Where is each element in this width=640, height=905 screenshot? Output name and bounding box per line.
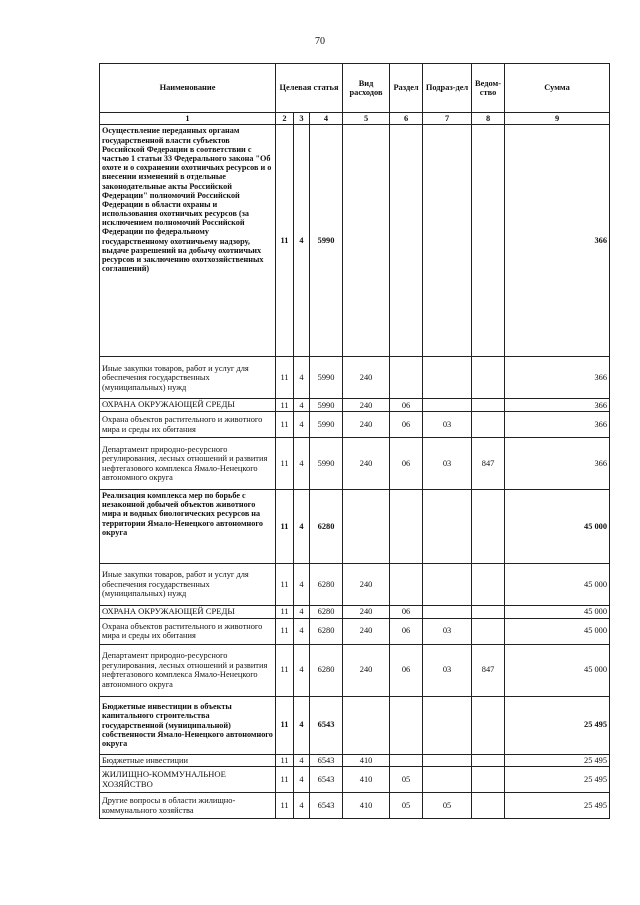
cell-section — [390, 696, 423, 754]
row-name: Охрана объектов растительного и животного мира и среды их обитания — [100, 412, 276, 438]
cell-code-4: 6280 — [310, 606, 343, 619]
column-number: 2 — [276, 113, 294, 125]
table-row — [100, 438, 610, 490]
cell-section: 06 — [390, 618, 423, 644]
cell-department — [472, 357, 505, 399]
cell-department: 847 — [472, 644, 505, 696]
cell-department — [472, 606, 505, 619]
cell-subsection — [423, 490, 472, 564]
table-row — [100, 644, 610, 696]
budget-table — [99, 63, 610, 819]
cell-code-3: 4 — [294, 618, 310, 644]
table-row — [100, 767, 610, 793]
cell-code-4: 5990 — [310, 399, 343, 412]
cell-code-4: 5990 — [310, 357, 343, 399]
cell-expense-type: 240 — [343, 606, 390, 619]
cell-expense-type: 240 — [343, 412, 390, 438]
cell-code-2: 11 — [276, 357, 294, 399]
cell-subsection — [423, 754, 472, 766]
row-name: Департамент природно-ресурсного регулирования, лесных отношений и развития нефтегазового комплекса Ямало-Ненецкого автономного округа — [100, 438, 276, 490]
cell-expense-type — [343, 490, 390, 564]
cell-department — [472, 754, 505, 766]
row-name: ОХРАНА ОКРУЖАЮЩЕЙ СРЕДЫ — [100, 399, 276, 412]
cell-expense-type: 240 — [343, 399, 390, 412]
column-number: 4 — [310, 113, 343, 125]
cell-department — [472, 564, 505, 606]
cell-code-4: 5990 — [310, 438, 343, 490]
cell-code-3: 4 — [294, 606, 310, 619]
cell-sum: 45 000 — [505, 606, 610, 619]
cell-sum: 366 — [505, 438, 610, 490]
cell-code-2: 11 — [276, 412, 294, 438]
cell-expense-type: 240 — [343, 564, 390, 606]
cell-expense-type: 410 — [343, 767, 390, 793]
cell-code-4: 6543 — [310, 754, 343, 766]
table-row — [100, 754, 610, 766]
cell-section: 05 — [390, 767, 423, 793]
cell-subsection — [423, 357, 472, 399]
row-name: Департамент природно-ресурсного регулирования, лесных отношений и развития нефтегазового комплекса Ямало-Ненецкого автономного округа — [100, 644, 276, 696]
cell-code-3: 4 — [294, 357, 310, 399]
row-name: Охрана объектов растительного и животного мира и среды их обитания — [100, 618, 276, 644]
cell-expense-type: 240 — [343, 644, 390, 696]
cell-section: 06 — [390, 399, 423, 412]
cell-code-2: 11 — [276, 399, 294, 412]
cell-code-4: 6543 — [310, 696, 343, 754]
cell-section — [390, 490, 423, 564]
cell-code-3: 4 — [294, 696, 310, 754]
cell-code-2: 11 — [276, 767, 294, 793]
cell-sum: 45 000 — [505, 618, 610, 644]
header-sum: Сумма — [505, 64, 610, 113]
row-name: Иные закупки товаров, работ и услуг для обеспечения государственных (муниципальных) нужд — [100, 564, 276, 606]
cell-expense-type — [343, 125, 390, 357]
cell-sum: 366 — [505, 125, 610, 357]
cell-expense-type: 240 — [343, 618, 390, 644]
cell-sum: 366 — [505, 357, 610, 399]
header-name: Наименование — [100, 64, 276, 113]
column-number: 6 — [390, 113, 423, 125]
table-row — [100, 606, 610, 619]
cell-subsection: 03 — [423, 438, 472, 490]
column-number: 3 — [294, 113, 310, 125]
cell-code-4: 6280 — [310, 618, 343, 644]
cell-section: 06 — [390, 606, 423, 619]
cell-sum: 366 — [505, 399, 610, 412]
cell-expense-type: 240 — [343, 357, 390, 399]
cell-section: 06 — [390, 644, 423, 696]
header-expense-type: Вид расходов — [343, 64, 390, 113]
row-name: Бюджетные инвестиции — [100, 754, 276, 766]
cell-subsection — [423, 564, 472, 606]
cell-subsection — [423, 696, 472, 754]
cell-sum: 25 495 — [505, 754, 610, 766]
cell-code-3: 4 — [294, 754, 310, 766]
cell-department — [472, 696, 505, 754]
cell-code-4: 6543 — [310, 767, 343, 793]
column-number: 8 — [472, 113, 505, 125]
table-row — [100, 564, 610, 606]
cell-subsection: 03 — [423, 618, 472, 644]
header-subsection: Подраз-дел — [423, 64, 472, 113]
table-row — [100, 412, 610, 438]
cell-department: 847 — [472, 438, 505, 490]
row-name: ОХРАНА ОКРУЖАЮЩЕЙ СРЕДЫ — [100, 606, 276, 619]
table-row — [100, 618, 610, 644]
cell-code-2: 11 — [276, 754, 294, 766]
cell-section: 06 — [390, 438, 423, 490]
cell-code-3: 4 — [294, 793, 310, 819]
cell-code-4: 5990 — [310, 412, 343, 438]
row-name: Реализация комплекса мер по борьбе с незаконной добычей объектов животного мира и водных биологических ресурсов на территории Ямало-Ненецкого автономного округа — [100, 490, 276, 564]
cell-code-3: 4 — [294, 412, 310, 438]
header-department: Ведом-ство — [472, 64, 505, 113]
header-row — [100, 64, 610, 113]
cell-code-2: 11 — [276, 696, 294, 754]
cell-subsection — [423, 125, 472, 357]
table-row — [100, 793, 610, 819]
cell-section: 06 — [390, 412, 423, 438]
cell-subsection — [423, 606, 472, 619]
table-row — [100, 490, 610, 564]
cell-code-3: 4 — [294, 644, 310, 696]
column-number-row — [100, 113, 610, 125]
cell-section: 05 — [390, 793, 423, 819]
row-name: Иные закупки товаров, работ и услуг для обеспечения государственных (муниципальных) нужд — [100, 357, 276, 399]
cell-section — [390, 125, 423, 357]
cell-department — [472, 399, 505, 412]
cell-sum: 45 000 — [505, 490, 610, 564]
cell-section — [390, 357, 423, 399]
cell-department — [472, 490, 505, 564]
cell-code-2: 11 — [276, 606, 294, 619]
cell-code-4: 6280 — [310, 490, 343, 564]
cell-code-4: 6543 — [310, 793, 343, 819]
cell-code-4: 5990 — [310, 125, 343, 357]
cell-subsection: 05 — [423, 793, 472, 819]
cell-subsection: 03 — [423, 644, 472, 696]
cell-code-2: 11 — [276, 618, 294, 644]
cell-code-2: 11 — [276, 793, 294, 819]
header-section: Раздел — [390, 64, 423, 113]
cell-sum: 25 495 — [505, 767, 610, 793]
cell-code-2: 11 — [276, 490, 294, 564]
row-name: Осуществление переданных органам государственной власти субъектов Российской Федерации в соответствии с частью 1 статьи 33 Федерального закона "Об охоте и о сохранении охотничьих ресурсов и о внесении изменений в отдельные законодательные акты Российской Федерации" полномочий Российской Федерации в области охраны и использования охотничьих ресурсов (за исключением полномочий Российской Федерации по федеральному государственному охотничьему надзору, выдаче разрешений на добычу охотничьих ресурсов и заключению охотхозяйственных соглашений) — [100, 125, 276, 357]
page-number: 70 — [315, 36, 325, 47]
table-row — [100, 399, 610, 412]
cell-section — [390, 754, 423, 766]
cell-expense-type — [343, 696, 390, 754]
cell-expense-type: 410 — [343, 793, 390, 819]
cell-code-2: 11 — [276, 644, 294, 696]
cell-code-2: 11 — [276, 438, 294, 490]
cell-department — [472, 618, 505, 644]
row-name: Бюджетные инвестиции в объекты капитального строительства государственной (муниципальной) собственности Ямало-Ненецкого автономного округа — [100, 696, 276, 754]
cell-code-3: 4 — [294, 490, 310, 564]
column-number: 7 — [423, 113, 472, 125]
table-row — [100, 125, 610, 357]
cell-subsection — [423, 399, 472, 412]
cell-code-3: 4 — [294, 125, 310, 357]
table-row — [100, 357, 610, 399]
cell-code-3: 4 — [294, 767, 310, 793]
cell-expense-type: 240 — [343, 438, 390, 490]
row-name: Другие вопросы в области жилищно-коммунального хозяйства — [100, 793, 276, 819]
cell-department — [472, 412, 505, 438]
cell-department — [472, 793, 505, 819]
cell-code-3: 4 — [294, 564, 310, 606]
header-target: Целевая статья — [276, 64, 343, 113]
cell-department — [472, 767, 505, 793]
cell-code-4: 6280 — [310, 644, 343, 696]
column-number: 5 — [343, 113, 390, 125]
cell-sum: 25 495 — [505, 793, 610, 819]
cell-expense-type: 410 — [343, 754, 390, 766]
column-number: 1 — [100, 113, 276, 125]
cell-sum: 45 000 — [505, 564, 610, 606]
cell-sum: 25 495 — [505, 696, 610, 754]
cell-sum: 366 — [505, 412, 610, 438]
cell-code-2: 11 — [276, 125, 294, 357]
column-number: 9 — [505, 113, 610, 125]
table-row — [100, 696, 610, 754]
cell-code-4: 6280 — [310, 564, 343, 606]
cell-subsection — [423, 767, 472, 793]
cell-code-3: 4 — [294, 438, 310, 490]
row-name: ЖИЛИЩНО-КОММУНАЛЬНОЕ ХОЗЯЙСТВО — [100, 767, 276, 793]
cell-section — [390, 564, 423, 606]
cell-department — [472, 125, 505, 357]
cell-code-3: 4 — [294, 399, 310, 412]
cell-code-2: 11 — [276, 564, 294, 606]
cell-subsection: 03 — [423, 412, 472, 438]
cell-sum: 45 000 — [505, 644, 610, 696]
